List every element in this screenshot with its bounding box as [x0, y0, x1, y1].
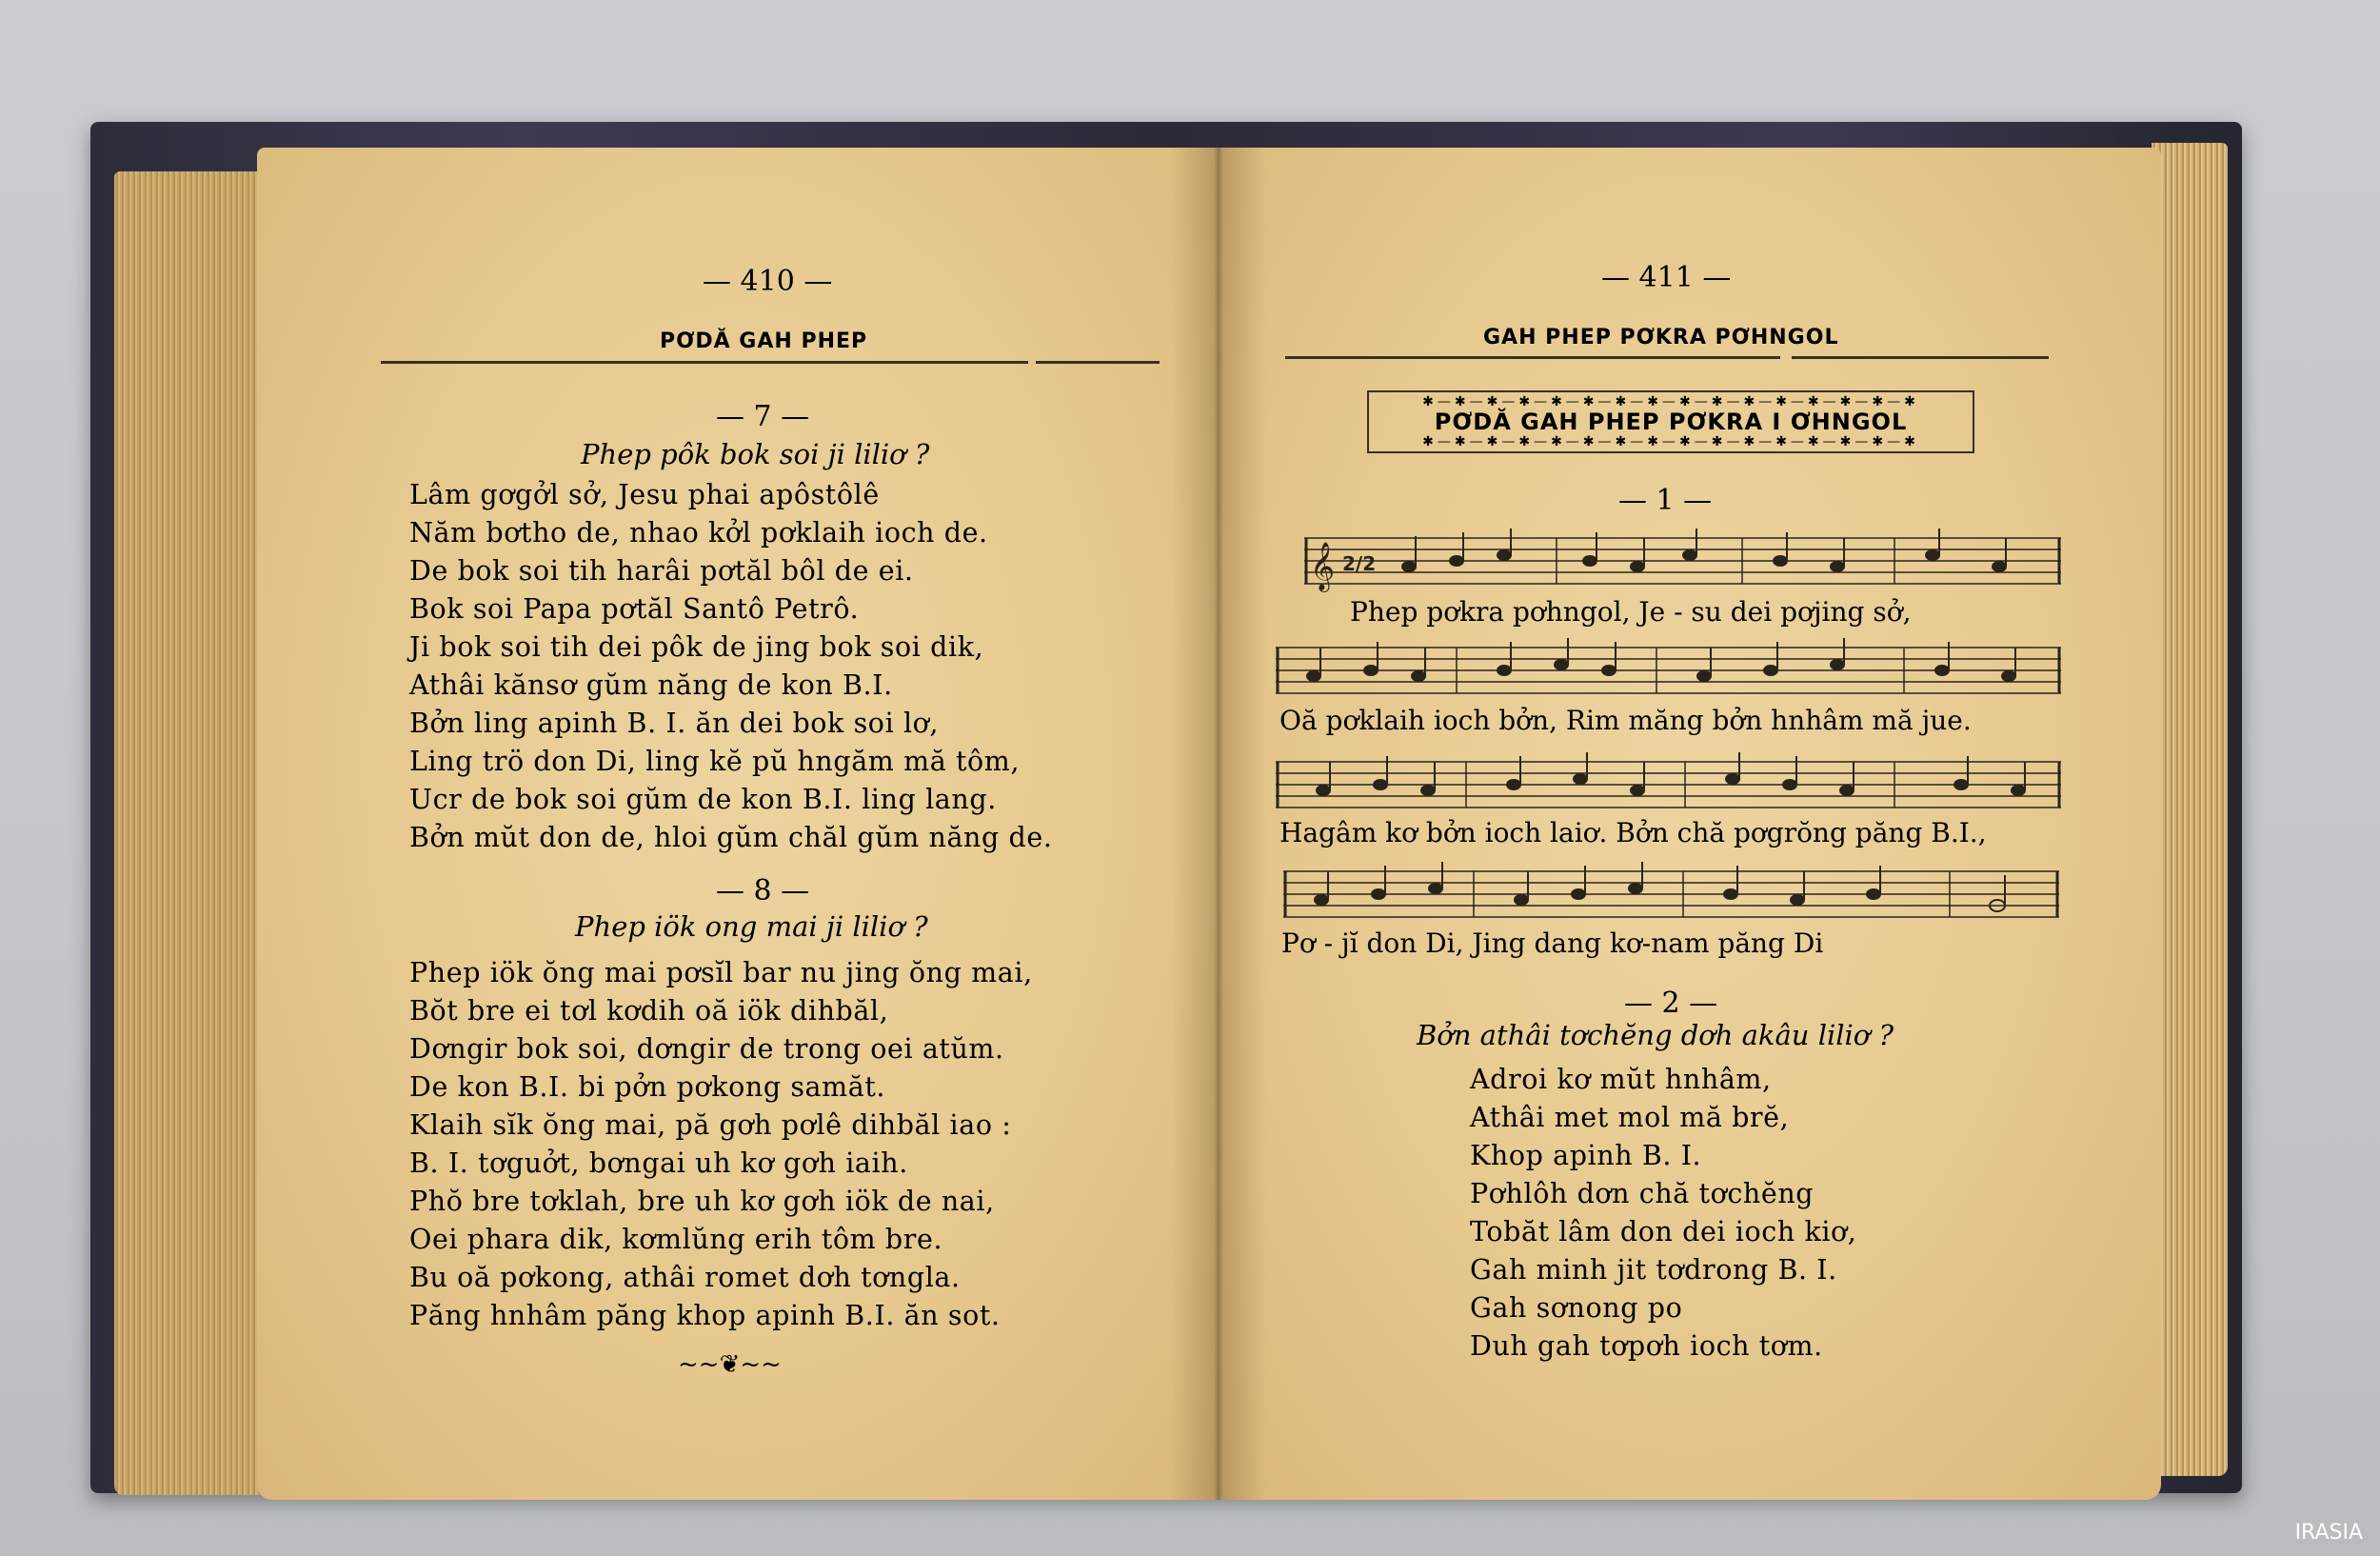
verse-line: Tobăt lâm don dei ioch kiơ,: [1470, 1216, 1857, 1247]
verse-line: Phep iök ŏng mai pơsĭl bar nu jing ŏng mai,: [409, 957, 1033, 988]
section-banner: [1367, 390, 1974, 453]
header-rule-left-short: [1036, 361, 1160, 364]
verse-line: Athâi met mol mă brĕ,: [1470, 1102, 1790, 1133]
verse-line: Pơhlôh dơn chă tơchĕng: [1470, 1178, 1815, 1209]
verse-line: Phŏ bre tơklah, bre uh kơ gơh iök de nai,: [409, 1186, 995, 1217]
verse-line: Gah minh jit tơdrong B. I.: [1470, 1254, 1837, 1286]
verse-block-8: [409, 954, 1033, 1335]
banner-bottom-ornament: ✱—✱—✱—✱—✱—✱—✱—✱—✱—✱—✱—✱—✱—✱—✱—✱: [1422, 434, 1919, 449]
verse-line: Păng hnhâm păng khop apinh B.I. ăn sot.: [409, 1300, 1001, 1331]
end-ornament: ~~❦~~: [678, 1350, 782, 1379]
page-edges-right: [2152, 143, 2228, 1476]
section-question-8: Phep iök ong mai ji liliơ ?: [575, 910, 928, 943]
song-number: — 1 —: [1618, 484, 1713, 517]
svg-text:𝄞: 𝄞: [1310, 542, 1336, 590]
verse-line: Klaih sĭk ŏng mai, pă gơh pơlê dihbăl iao :: [409, 1109, 1012, 1141]
verse-line: Khop apinh B. I.: [1470, 1140, 1702, 1171]
section-number-2: — 2 —: [1624, 987, 1718, 1020]
verse-line: Bởn mŭt don de, hloi gŭm chăl gŭm năng de.: [409, 822, 1053, 853]
verse-line: Adroi kơ mŭt hnhâm,: [1470, 1064, 1772, 1095]
verse-line: Lâm gơgởl sở, Jesu phai apôstôlê: [409, 479, 880, 510]
banner-title: PƠDĂ GAH PHEP PƠKRA I ƠHNGOL: [1434, 409, 1908, 435]
lyric-line-4: Pơ - jĭ don Di, Jing dang kơ-nam păng Di: [1281, 928, 1824, 959]
verse-line: Ucr de bok soi gŭm de kon B.I. ling lang.: [409, 784, 997, 815]
verse-line: Năm bơtho de, nhao kởl pơklaih ioch de.: [409, 517, 988, 549]
running-head-left: PƠDĂ GAH PHEP: [660, 329, 868, 353]
lyric-line-3: Hagâm kơ bởn ioch laiơ. Bởn chă pơgrŏng păng B.I.,: [1279, 817, 1987, 848]
music-staff-4: [1283, 862, 2064, 928]
music-staff-1: [1304, 529, 2066, 595]
section-question-7: Phep pôk bok soi ji liliơ ?: [581, 438, 930, 470]
verse-line: Duh gah tơpơh ioch tơm.: [1470, 1330, 1823, 1362]
lyric-line-2: Oă pơklaih ioch bởn, Rim măng bởn hnhâm mă jue.: [1279, 705, 1972, 736]
verse-line: Bok soi Papa pơtăl Santô Petrô.: [409, 593, 860, 625]
lyric-line-1: Phep pơkra pơhngol, Je - su dei pơjing sở,: [1350, 596, 1912, 628]
verse-line: Athâi kănsơ gŭm năng de kon B.I.: [409, 669, 893, 701]
verse-line: De bok soi tih harâi pơtăl bôl de ei.: [409, 555, 914, 587]
section-number-8: — 8 —: [716, 874, 810, 908]
header-rule-left: [381, 361, 1028, 364]
music-staff-3: [1276, 752, 2066, 819]
verse-line: De kon B.I. bi pởn pơkong samăt.: [409, 1071, 886, 1103]
verse-line: Bu oă pơkong, athâi romet dơh tơngla.: [409, 1262, 961, 1293]
verse-line: Dơngir bok soi, dơngir de trong oei atŭm.: [409, 1033, 1004, 1065]
section-number-7: — 7 —: [716, 400, 810, 433]
verse-line: B. I. tơguởt, bơngai uh kơ gơh iaih.: [409, 1147, 908, 1179]
page-number-left: — 410 —: [703, 265, 833, 298]
header-rule-right: [1285, 356, 1780, 359]
verse-line: Ling trö don Di, ling kĕ pŭ hngăm mă tôm,: [409, 746, 1021, 777]
verse-block-7: [409, 476, 1052, 857]
verse-line: Gah sơnong po: [1470, 1292, 1683, 1324]
verse-line: Bŏt bre ei tơl kơdih oă iök dihbăl,: [409, 995, 889, 1027]
header-rule-right-short: [1792, 356, 2049, 359]
verse-block-2: [1470, 1061, 1856, 1366]
music-staff-2: [1276, 638, 2066, 705]
verse-line: Ji bok soi tih dei pôk de jing bok soi dik,: [409, 631, 984, 663]
verse-line: Oei phara dik, kơmlŭng erih tôm bre.: [409, 1224, 943, 1255]
watermark: IRASIA: [2294, 1521, 2363, 1545]
page-number-right: — 411 —: [1601, 261, 1732, 294]
section-question-2: Bởn athâi tơchĕng dơh akâu liliơ ?: [1417, 1019, 1894, 1051]
banner-top-ornament: ✱—✱—✱—✱—✱—✱—✱—✱—✱—✱—✱—✱—✱—✱—✱—✱: [1422, 394, 1919, 409]
time-signature: 2/2: [1342, 552, 1377, 575]
running-head-right: GAH PHEP PƠKRA PƠHNGOL: [1483, 326, 1839, 349]
verse-line: Bởn ling apinh B. I. ăn dei bok soi lơ,: [409, 708, 940, 739]
